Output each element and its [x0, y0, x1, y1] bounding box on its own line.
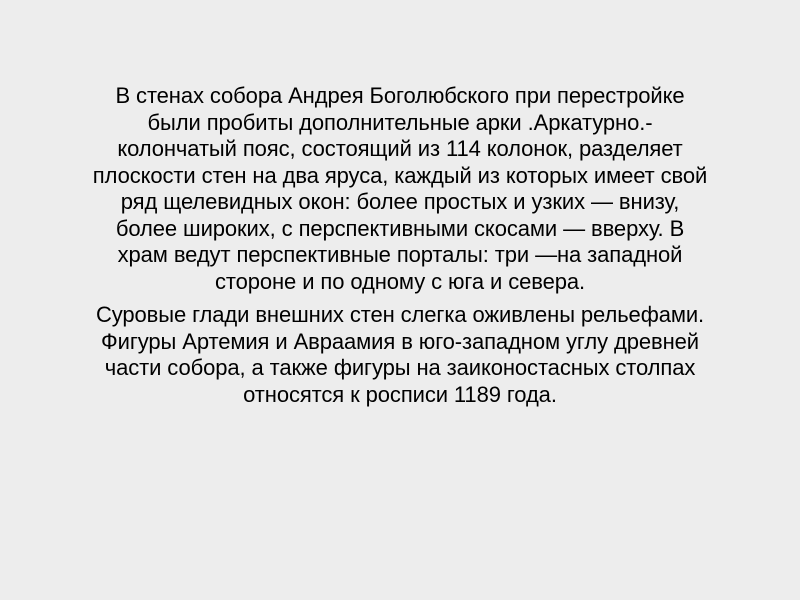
paragraph-cathedral-walls — [40, 83, 760, 295]
text-line: относятся к росписи 1189 года. — [243, 381, 557, 407]
text-line: Суровые глади внешних стен слегка оживлены рельефами. — [95, 302, 705, 327]
text-line: Фигуры Артемия и Авраамия в юго-западном углу древней — [101, 328, 699, 354]
text-line: В стенах собора Андрея Боголюбского при перестройке — [115, 83, 685, 108]
text-line: ряд щелевидных окон: более простых и узких — внизу, — [120, 189, 680, 214]
paragraph-reliefs — [40, 302, 760, 408]
slide-text-block — [40, 83, 760, 408]
text-line: более широких, с перспективными скосами — вверху. В — [115, 215, 685, 241]
text-line: плоскости стен на два яруса, каждый из которых имеет свой — [92, 162, 708, 188]
text-line: храм ведут перспективные порталы: три —на западной — [117, 242, 683, 267]
text-line: стороне и по одному с юга и севера. — [214, 268, 586, 294]
text-line: колончатый пояс, состоящий из 114 колонок, разделяет — [117, 136, 683, 161]
text-line: были пробиты дополнительные арки .Аркатурно.- — [147, 109, 653, 135]
text-line: части собора, а также фигуры на заиконостасных столпах — [104, 355, 696, 380]
